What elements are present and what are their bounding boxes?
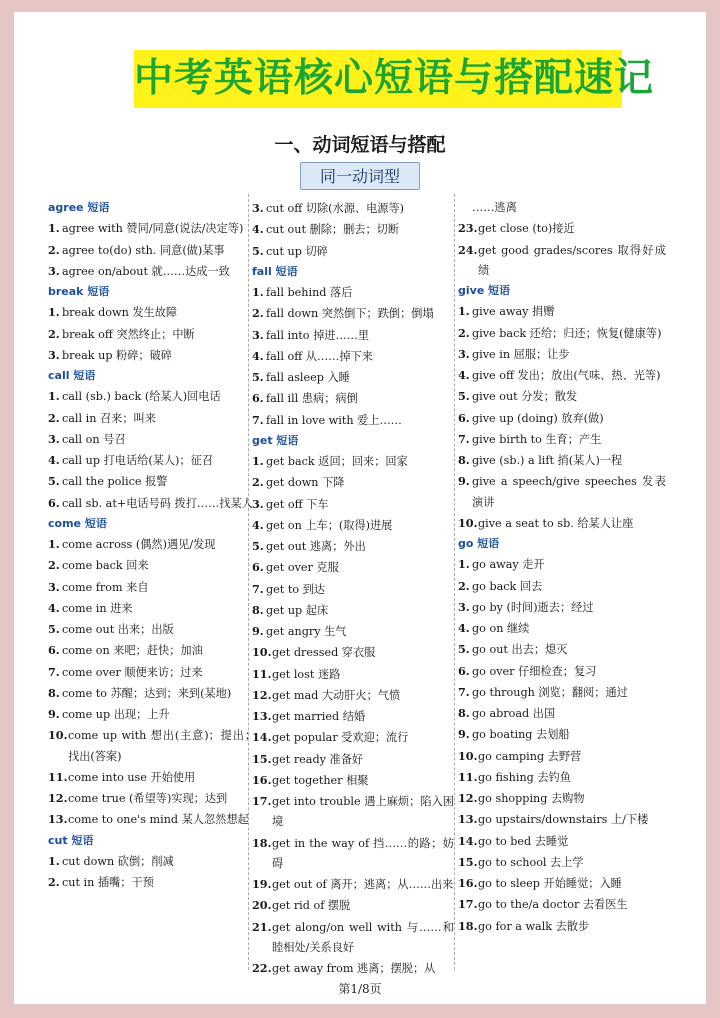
entry-number: 4. (252, 222, 264, 237)
phrase-entry (48, 302, 256, 323)
entry-text: get married 结婚 (272, 710, 366, 723)
entry-text: go to sleep 开始睡觉；入睡 (478, 877, 622, 890)
entry-text: fall behind 落后 (266, 286, 353, 299)
group-heading: break 短语 (48, 285, 110, 298)
group-heading: come 短语 (48, 516, 107, 530)
column-2 (252, 198, 454, 979)
entry-text: come on 来吧；赶快；加油 (62, 644, 203, 658)
entry-number: 3. (252, 201, 264, 215)
entry-text: get dressed 穿衣服 (272, 646, 376, 660)
phrase-entry (252, 388, 454, 409)
entry-text: agree on/about 就……达成一致 (62, 264, 230, 278)
entry-number: 23. (458, 221, 478, 236)
entry-text: break down 发生故障 (62, 306, 178, 320)
entry-number: 6. (252, 560, 264, 575)
entry-text: come to 苏醒；达到；来到(某地) (62, 686, 232, 700)
entry-number: 3. (48, 347, 60, 362)
entry-number: 15. (458, 854, 478, 869)
entry-number: 3. (458, 599, 470, 614)
phrase-entry (252, 515, 454, 536)
entry-text: fall down 突然倒下；跌倒；倒塌 (266, 307, 434, 321)
entry-text: fall ill 患病；病倒 (266, 392, 358, 406)
phrase-entry (458, 218, 666, 239)
group-heading: go 短语 (458, 537, 500, 550)
subsection-badge: 同一动词型 (300, 162, 420, 190)
phrase-entry (458, 809, 666, 830)
entry-number: 4. (458, 621, 470, 635)
entry-text: get on 上车；(取得)进展 (266, 518, 393, 532)
entry-number: 7. (458, 431, 470, 446)
phrase-entry (252, 451, 454, 472)
phrase-entry (48, 704, 256, 725)
main-title: 中考英语核心短语与搭配速记 (134, 50, 622, 108)
entry-number: 9. (458, 727, 470, 742)
entry-text: go camping 去野营 (478, 749, 582, 763)
entry-number: 3. (48, 579, 60, 594)
phrase-entry (458, 429, 666, 450)
phrase-entry (48, 345, 256, 366)
entry-number: 9. (252, 624, 264, 638)
column-3 (458, 198, 666, 937)
phrase-entry (252, 621, 454, 642)
entry-text: call the police 报警 (62, 475, 168, 489)
phrase-entry (252, 833, 454, 875)
entry-text: come up with 想出(主意)；提出；找出(答案) (68, 729, 256, 763)
entry-number: 7. (252, 412, 264, 427)
entry-text: fall in love with 爱上…… (266, 413, 402, 427)
phrase-entry (48, 493, 256, 514)
phrase-entry (458, 198, 666, 218)
entry-number: 2. (252, 306, 264, 321)
entry-text: give out 分发；散发 (472, 390, 578, 404)
phrase-entry (458, 323, 666, 344)
entry-text: give up (doing) 放弃(做) (472, 411, 604, 425)
entry-text: come into use 开始使用 (68, 770, 196, 784)
entry-number: 17. (252, 794, 272, 808)
phrase-entry (458, 618, 666, 639)
phrase-entry (458, 788, 666, 809)
entry-number: 20. (252, 898, 272, 913)
phrase-entry (252, 874, 454, 895)
entry-text: give in 屈服；让步 (472, 347, 570, 361)
phrase-entry (48, 683, 256, 704)
entry-text: get to 到达 (266, 582, 325, 596)
phrase-entry (48, 555, 256, 576)
entry-number: 1. (252, 285, 264, 299)
entry-number: 2. (48, 875, 60, 889)
entry-number: 6. (458, 663, 470, 678)
entry-text: get out 逃离；外出 (266, 540, 366, 553)
phrase-entry (252, 241, 454, 262)
phrase-entry (48, 809, 256, 830)
phrase-entry (48, 534, 256, 555)
entry-text: go boating 去划船 (472, 728, 570, 742)
entry-number: 7. (458, 684, 470, 699)
phrase-entry (458, 344, 666, 365)
entry-number: 1. (48, 305, 60, 320)
entry-number: 13. (458, 812, 478, 827)
phrase-entry (458, 471, 666, 513)
entry-text: get close (to)接近 (478, 222, 575, 236)
phrase-entry (458, 408, 666, 429)
entry-number: 1. (252, 454, 264, 468)
entry-text: give off 发出；放出(气味、热、光等) (472, 369, 661, 382)
entry-text: get lost 迷路 (272, 667, 341, 681)
entry-number: 3. (252, 496, 264, 511)
phrase-entry (458, 661, 666, 682)
phrase-entry (252, 642, 454, 663)
entry-text: come out 出来；出版 (62, 623, 174, 636)
phrase-entry (48, 872, 256, 893)
phrase-entry (48, 240, 256, 261)
phrase-entry (458, 365, 666, 386)
phrase-entry (48, 450, 256, 471)
entry-text: go away 走开 (472, 558, 545, 572)
entry-text: come to one's mind 某人忽然想起 (68, 813, 249, 827)
entry-number: 2. (458, 325, 470, 340)
entry-text: agree with 赞同/同意(说法/决定等) (62, 222, 244, 236)
entry-number: 8. (458, 453, 470, 467)
phrase-entry (48, 725, 256, 767)
phrase-entry (48, 662, 256, 683)
phrase-entry (252, 664, 454, 685)
phrase-entry (458, 450, 666, 471)
entry-number: 8. (48, 685, 60, 700)
entry-number: 2. (48, 558, 60, 573)
phrase-entry (458, 240, 666, 282)
entry-text: cut off 切除(水源、电源等) (266, 202, 404, 215)
entry-text: give birth to 生育；产生 (472, 432, 602, 446)
group-heading: agree 短语 (48, 201, 110, 214)
entry-text: call sb. at+电话号码 拨打……找某人 (62, 496, 253, 510)
column-1 (48, 198, 256, 893)
entry-number: 2. (252, 475, 264, 490)
group-heading: cut 短语 (48, 833, 94, 847)
entry-number: 1. (458, 557, 470, 572)
entry-text: come over 顺便来访；过来 (62, 665, 203, 679)
phrase-entry (48, 619, 256, 640)
entry-text: come back 回来 (62, 559, 149, 573)
entry-number: 4. (252, 517, 264, 532)
phrase-entry (252, 410, 454, 431)
entry-text: get mad 大动肝火；气愤 (272, 688, 401, 702)
phrase-entry (252, 282, 454, 303)
phrase-entry (252, 579, 454, 600)
entry-text: come across (偶然)遇见/发现 (62, 538, 216, 551)
entry-number: 3. (48, 263, 60, 278)
entry-text: go shopping 去购物 (478, 792, 585, 805)
entry-text: call (sb.) back (给某人)回电话 (62, 390, 221, 404)
entry-number: 14. (458, 833, 478, 848)
entry-number: 10. (458, 748, 478, 763)
entry-number: 3. (458, 346, 470, 361)
entry-number: 2. (458, 578, 470, 593)
entry-number: 14. (252, 730, 272, 745)
phrase-entry (252, 895, 454, 916)
phrase-entry (48, 598, 256, 619)
entry-number: 18. (252, 835, 272, 850)
phrase-entry (252, 706, 454, 727)
entry-text: go to bed 去睡觉 (478, 834, 569, 848)
phrase-entry (48, 471, 256, 492)
entry-text: get out of 离开；逃离；从……出来 (272, 878, 454, 891)
entry-number: 6. (252, 391, 264, 406)
entry-text: call in 召来；叫来 (62, 411, 156, 425)
entry-text: break up 粉碎；破碎 (62, 348, 172, 362)
entry-number: 10. (252, 645, 272, 660)
phrase-entry (458, 386, 666, 407)
entry-text: come in 进来 (62, 601, 133, 615)
entry-text: go by (时间)逝去；经过 (472, 600, 594, 614)
entry-text: go fishing 去钓鱼 (478, 770, 571, 784)
phrase-entry (458, 513, 666, 534)
phrase-entry (458, 873, 666, 894)
entry-text: get in the way of 挡……的路；妨碍 (272, 836, 454, 870)
entry-text: cut up 切碎 (266, 244, 328, 258)
entry-number: 12. (458, 791, 478, 805)
entry-number: 1. (48, 537, 60, 551)
phrase-entry (458, 894, 666, 915)
entry-text: fall off 从……掉下来 (266, 349, 373, 363)
entry-text: give a seat to sb. 给某人让座 (478, 516, 634, 530)
entry-number: 11. (252, 666, 272, 681)
entry-text: call on 号召 (62, 432, 126, 446)
entry-text: fall into 掉进……里 (266, 328, 370, 342)
entry-text: give back 还给；归还；恢复(健康等) (472, 326, 662, 340)
entry-text: get good grades/scores 取得好成绩 (478, 243, 666, 277)
phrase-entry (48, 767, 256, 788)
entry-text: agree to(do) sth. 同意(做)某事 (62, 243, 225, 257)
entry-number: 1. (48, 853, 60, 868)
phrase-entry (252, 600, 454, 621)
phrase-entry (252, 198, 454, 219)
entry-number: 4. (252, 348, 264, 363)
phrase-entry (252, 791, 454, 833)
phrase-entry (458, 639, 666, 660)
entry-text: get popular 受欢迎；流行 (272, 731, 409, 745)
entry-text: come true (希望等)实现；达到 (68, 792, 228, 805)
phrase-entry (458, 703, 666, 724)
entry-text: get off 下车 (266, 497, 329, 511)
entry-number: 4. (48, 600, 60, 615)
entry-number: 4. (48, 453, 60, 467)
entry-number: 17. (458, 897, 478, 912)
entry-number: 9. (48, 707, 60, 721)
entry-number: 7. (252, 581, 264, 596)
entry-number: 10. (458, 515, 478, 530)
entry-number: 12. (252, 687, 272, 702)
entry-text: get into trouble 遇上麻烦；陷入困境 (272, 795, 454, 829)
phrase-entry (48, 429, 256, 450)
entry-text: go over 仔细检查；复习 (472, 664, 597, 678)
entry-text: come up 出现；上升 (62, 708, 170, 721)
entry-text: get rid of 摆脱 (272, 899, 351, 913)
phrase-entry (252, 325, 454, 346)
entry-number: 2. (48, 410, 60, 425)
entry-number: 12. (48, 791, 68, 805)
entry-number: 5. (48, 474, 60, 489)
entry-text: get back 返回；回来；回家 (266, 455, 408, 468)
section-title: 一、动词短语与搭配 (274, 134, 446, 156)
entry-text: call up 打电话给(某人)；征召 (62, 454, 213, 467)
column-divider (454, 194, 455, 970)
entry-number: 21. (252, 919, 272, 934)
entry-number: 13. (252, 709, 272, 723)
entry-number: 24. (458, 242, 478, 257)
entry-number: 8. (458, 706, 470, 720)
entry-text: get along/on well with 与……和睦相处/关系良好 (272, 920, 454, 954)
group-heading: fall 短语 (252, 264, 298, 278)
entry-number: 16. (252, 772, 272, 787)
phrase-entry (252, 770, 454, 791)
entry-number: 6. (48, 643, 60, 658)
entry-text: ……逃离 (472, 201, 517, 214)
entry-text: break off 突然终止；中断 (62, 327, 195, 341)
phrase-entry (252, 219, 454, 240)
entry-number: 16. (458, 876, 478, 890)
entry-number: 2. (48, 242, 60, 257)
entry-text: go out 出去；熄灭 (472, 643, 568, 657)
entry-number: 5. (458, 389, 470, 404)
entry-text: cut down 砍倒；削减 (62, 854, 174, 868)
phrase-entry (458, 831, 666, 852)
phrase-entry (458, 597, 666, 618)
group-heading: get 短语 (252, 433, 299, 447)
entry-text: go back 回去 (472, 579, 543, 593)
entry-text: go for a walk 去散步 (478, 919, 590, 933)
entry-text: give away 捐赠 (472, 305, 555, 319)
phrase-entry (48, 640, 256, 661)
phrase-entry (252, 917, 454, 959)
entry-number: 13. (48, 812, 68, 827)
entry-number: 7. (48, 664, 60, 679)
phrase-entry (48, 577, 256, 598)
entry-number: 19. (252, 877, 272, 891)
entry-number: 5. (252, 243, 264, 258)
phrase-entry (458, 576, 666, 597)
phrase-entry (252, 536, 454, 557)
entry-number: 18. (458, 918, 478, 933)
entry-number: 9. (458, 474, 470, 489)
entry-number: 10. (48, 728, 68, 743)
phrase-entry (458, 724, 666, 745)
entry-text: get down 下降 (266, 476, 345, 490)
entry-text: go on 继续 (472, 622, 530, 635)
phrase-entry (252, 958, 454, 979)
phrase-entry (252, 749, 454, 770)
entry-text: fall asleep 入睡 (266, 371, 350, 384)
phrase-entry (252, 557, 454, 578)
phrase-entry (252, 685, 454, 706)
entry-number: 1. (458, 304, 470, 319)
entry-text: go to the/a doctor 去看医生 (478, 898, 628, 912)
entry-number: 3. (48, 431, 60, 446)
entry-text: get away from 逃离；摆脱；从 (272, 962, 436, 975)
phrase-entry (48, 261, 256, 282)
entry-number: 1. (48, 389, 60, 404)
phrase-entry (48, 851, 256, 872)
document-page (14, 12, 706, 1004)
entry-text: go to school 去上学 (478, 855, 584, 869)
phrase-entry (252, 472, 454, 493)
group-heading: give 短语 (458, 284, 511, 297)
entry-text: cut in 插嘴；干预 (62, 876, 154, 889)
phrase-entry (252, 303, 454, 324)
entry-number: 3. (252, 327, 264, 342)
entry-text: go abroad 出国 (472, 707, 556, 720)
phrase-entry (458, 554, 666, 575)
phrase-entry (458, 682, 666, 703)
phrase-entry (458, 916, 666, 937)
entry-number: 2. (48, 326, 60, 341)
phrase-entry (458, 746, 666, 767)
entry-number: 5. (252, 370, 264, 384)
entry-number: 15. (252, 751, 272, 766)
entry-text: get up 起床 (266, 603, 329, 617)
entry-text: get over 克服 (266, 561, 339, 575)
phrase-entry (252, 494, 454, 515)
phrase-entry (48, 788, 256, 809)
entry-text: get ready 准备好 (272, 752, 364, 766)
phrase-entry (48, 324, 256, 345)
phrase-entry (252, 346, 454, 367)
entry-number: 5. (458, 642, 470, 657)
entry-text: give a speech/give speeches 发表演讲 (472, 475, 666, 509)
entry-number: 5. (48, 622, 60, 636)
entry-number: 6. (458, 410, 470, 425)
entry-number: 1. (48, 221, 60, 236)
phrase-entry (458, 852, 666, 873)
entry-text: come from 来自 (62, 580, 149, 594)
phrase-entry (48, 218, 256, 239)
entry-text: go through 浏览；翻阅；通过 (472, 685, 628, 699)
entry-text: cut out 删除；删去；切断 (266, 223, 400, 237)
entry-number: 22. (252, 961, 272, 975)
entry-number: 5. (252, 539, 264, 553)
group-heading: call 短语 (48, 369, 96, 382)
entry-number: 11. (48, 769, 68, 784)
entry-text: get angry 生气 (266, 625, 347, 638)
phrase-entry (48, 408, 256, 429)
phrase-entry (48, 386, 256, 407)
phrase-entry (252, 367, 454, 388)
phrase-entry (458, 767, 666, 788)
phrase-entry (458, 301, 666, 322)
entry-number: 8. (252, 602, 264, 617)
entry-text: go upstairs/downstairs 上/下楼 (478, 813, 649, 827)
page-number: 第1/8页 (338, 982, 382, 996)
entry-text: give (sb.) a lift 捎(某人)一程 (472, 454, 623, 467)
entry-number: 4. (458, 368, 470, 382)
entry-text: get together 相聚 (272, 773, 369, 787)
entry-number: 11. (458, 769, 478, 784)
entry-number: 6. (48, 495, 60, 510)
phrase-entry (252, 727, 454, 748)
